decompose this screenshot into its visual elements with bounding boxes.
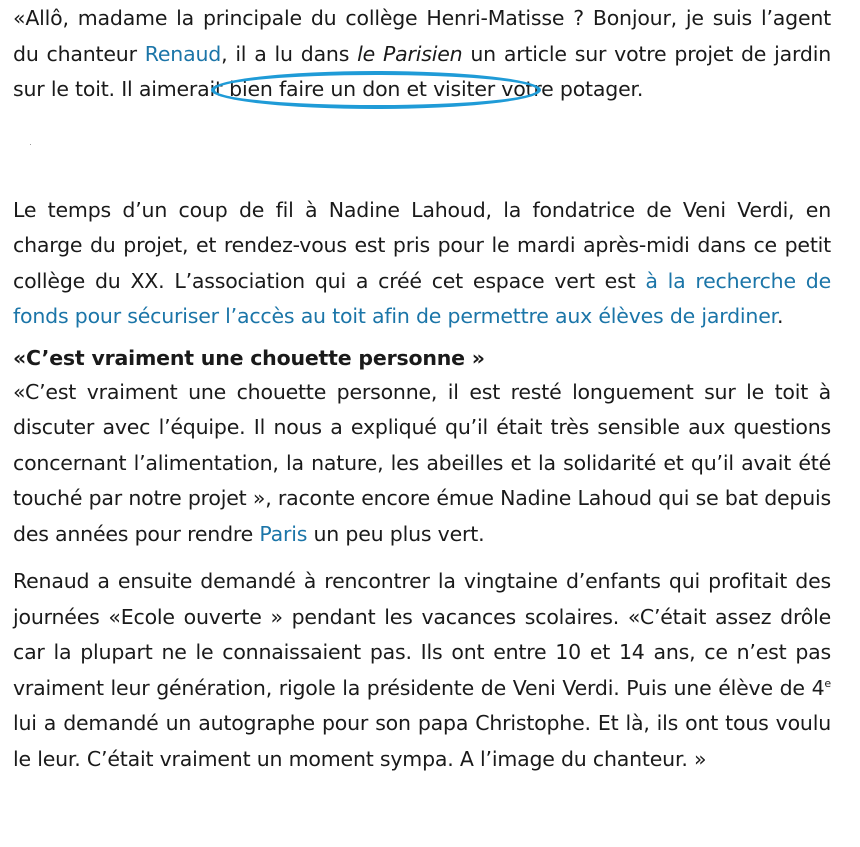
text-segment: et visiter votre potager. <box>400 77 644 101</box>
article-body <box>13 0 831 777</box>
text-segment: lui a demandé un autographe pour son papa Christophe. Et là, ils ont tous voulu le leur. C’était vraiment un moment sympa. A l’image du chanteur. » <box>13 711 831 771</box>
text-segment: , il a lu dans <box>221 41 358 66</box>
superscript-e: e <box>824 676 831 690</box>
text-segment: . <box>776 304 784 328</box>
link-recherche-fonds[interactable]: à la recherche de fonds pour sécuriser l’accès au toit afin de permettre aux élèves de jardiner <box>13 268 831 328</box>
paragraph-children <box>13 564 831 777</box>
text-segment: Renaud a ensuite demandé à rencontrer la vingtaine d’enfants qui profitait des journées «Ecole ouverte » pendant les vacances scolaires. «C’était assez drôle car la plupart ne le connaissaient pas. Ils ont entre 10 et 14 ans, ce n’est pas vraiment leur génération, rigole la présidente de Veni Verdi. Puis une élève de 4 <box>13 569 831 700</box>
text-segment: «C’est vraiment une chouette personne, il est resté longuement sur le toit à discuter avec l’équipe. Il nous a expliqué qu’il était très sensible aux questions concernant l’alimentation, la nature, les abeilles et la solidarité et qu’il avait été touché par notre projet », raconte encore émue Nadine Lahoud qui se bat depuis des années pour rendre <box>13 379 831 546</box>
highlighted-phrase: Il aimerait bien faire un don <box>121 77 401 101</box>
text-segment: un article sur votre projet de jardin sur le toit. <box>13 41 831 101</box>
stray-dot <box>30 144 31 145</box>
subheading: «C’est vraiment une chouette personne » <box>13 345 485 370</box>
paragraph-nadine-quote <box>13 375 831 553</box>
text-segment: «Allô, madame la principale du collège Henri-Matisse ? Bonjour, je suis l’agent du chanteur <box>13 6 831 66</box>
link-paris[interactable]: Paris <box>259 521 308 546</box>
link-renaud[interactable]: Renaud <box>144 41 222 66</box>
text-segment: Le temps d’un coup de fil à Nadine Lahoud, la fondatrice de Veni Verdi, en charge du projet, et rendez-vous est pris pour le mardi après-midi dans ce petit collège du XX. L’association qui a créé cet espace vert est <box>13 197 831 293</box>
text-segment: un peu plus vert. <box>307 521 485 546</box>
paragraph-context <box>13 193 831 335</box>
paragraph-intro-quote <box>13 1 831 108</box>
newspaper-name: le Parisien <box>357 41 463 66</box>
